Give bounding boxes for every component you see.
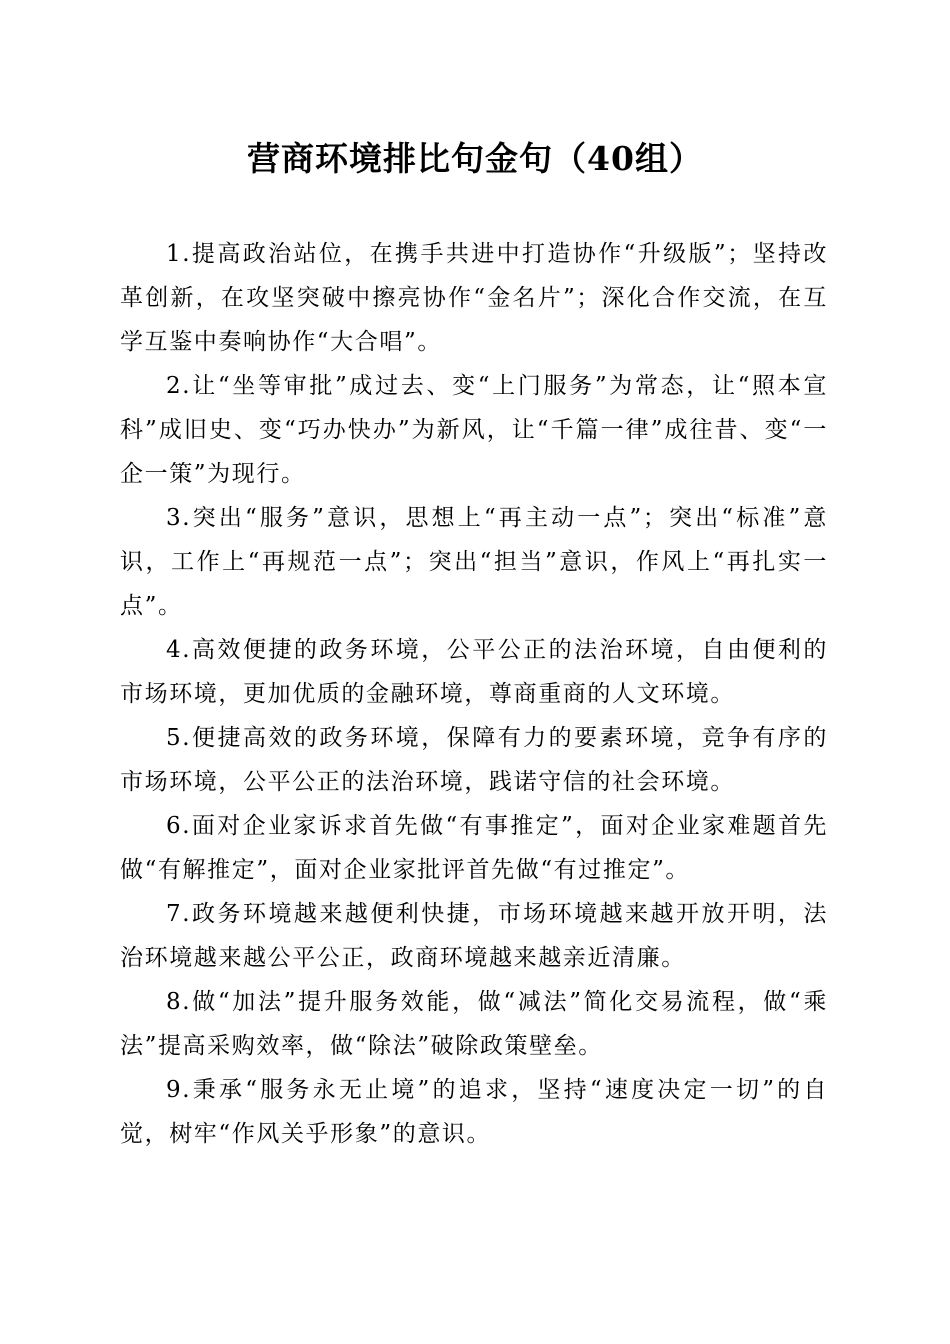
paragraph-3: 3.突出“服务”意识，思想上“再主动一点”；突出“标准”意识，工作上“再规范一点”；突出“担当”意识，作风上“再扎实一点”。: [120, 505, 828, 619]
paragraph-5: 5.便捷高效的政务环境，保障有力的要素环境，竞争有序的市场环境，公平公正的法治环境，践诺守信的社会环境。: [120, 725, 828, 795]
document-title: 营商环境排比句金句（40组）: [247, 139, 703, 178]
paragraph-4: 4.高效便捷的政务环境，公平公正的法治环境，自由便利的市场环境，更加优质的金融环境，尊商重商的人文环境。: [120, 637, 828, 707]
paragraph-9: 9.秉承“服务永无止境”的追求，坚持“速度决定一切”的自觉，树牢“作风关乎形象”的意识。: [120, 1077, 828, 1147]
paragraph-1: 1.提高政治站位，在携手共进中打造协作“升级版”；坚持改革创新，在攻坚突破中擦亮协作“金名片”；深化合作交流，在互学互鉴中奏响协作“大合唱”。: [120, 241, 828, 355]
document-body: [120, 232, 828, 1156]
paragraph-7: 7.政务环境越来越便利快捷，市场环境越来越开放开明，法治环境越来越公平公正，政商环境越来越亲近清廉。: [120, 901, 828, 971]
paragraph-6: 6.面对企业家诉求首先做“有事推定”，面对企业家难题首先做“有解推定”，面对企业家批评首先做“有过推定”。: [120, 813, 828, 883]
paragraph-8: 8.做“加法”提升服务效能，做“减法”简化交易流程，做“乘法”提高采购效率，做“除法”破除政策壁垒。: [120, 989, 828, 1059]
paragraph-2: 2.让“坐等审批”成过去、变“上门服务”为常态，让“照本宣科”成旧史、变“巧办快办”为新风，让“千篇一律”成往昔、变“一企一策”为现行。: [120, 373, 828, 487]
